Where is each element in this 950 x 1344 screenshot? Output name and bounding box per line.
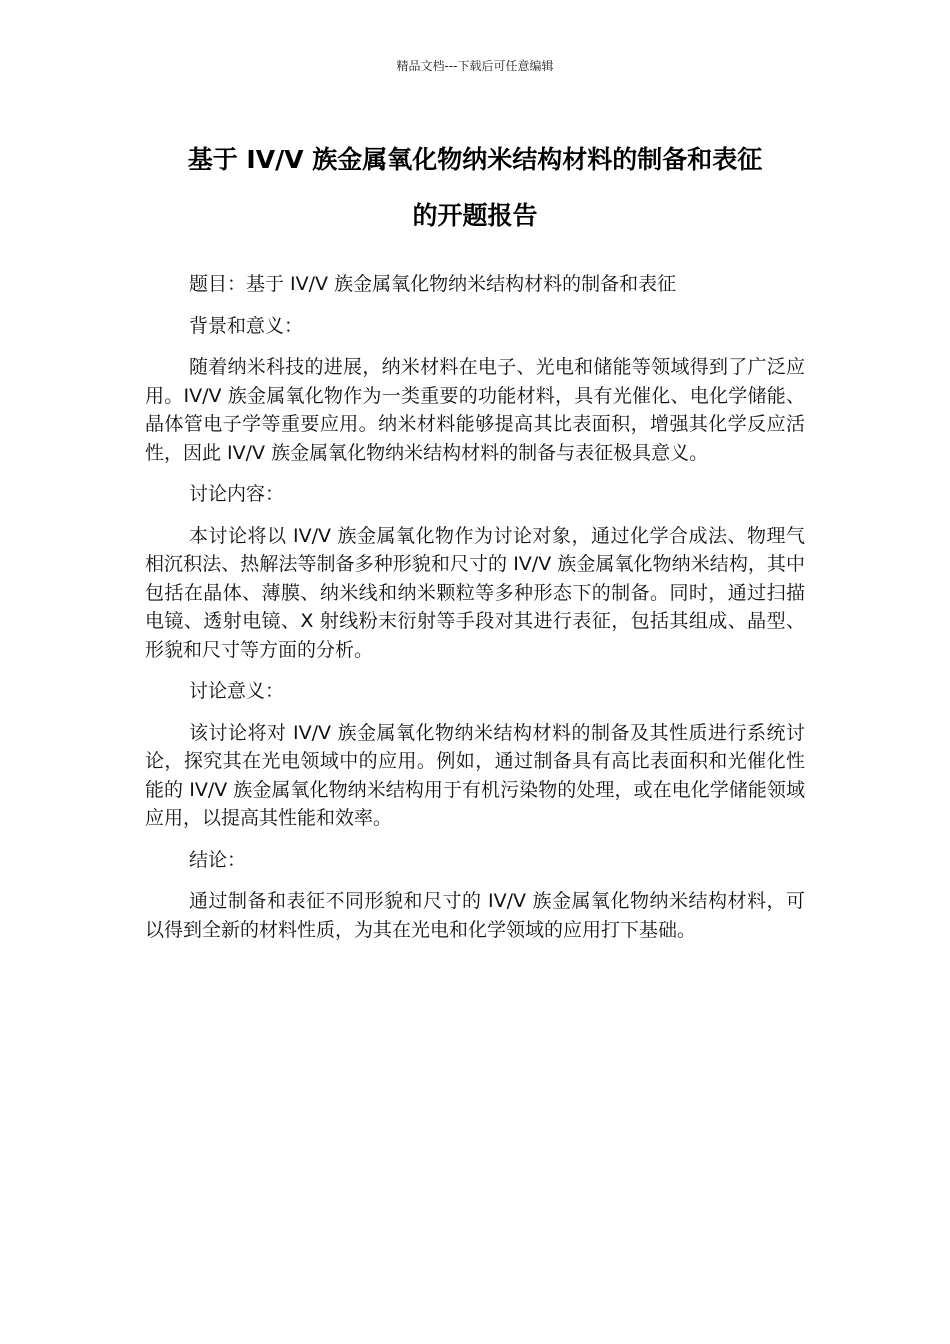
background-paragraph: 随着纳米科技的进展，纳米材料在电子、光电和储能等领域得到了广泛应用。IV/V 族金属氧化物作为一类重要的功能材料，具有光催化、电化学储能、晶体管电子学等重要应用。纳米材料能够提高其比表面积，增强其化学反应活性，因此 IV/V 族金属氧化物纳米结构材料的制备与表征极具意义。: [145, 356, 805, 464]
content-heading: 讨论内容：: [189, 483, 285, 505]
title-line-1: 基于 IV/V 族金属氧化物纳米结构材料的制备和表征: [187, 145, 763, 174]
background-heading: 背景和意义：: [189, 314, 304, 337]
significance-paragraph: 该讨论将对 IV/V 族金属氧化物纳米结构材料的制备及其性质进行系统讨论，探究其在光电领域中的应用。例如，通过制备具有高比表面积和光催化性能的 IV/V 族金属氧化物纳米结构用于有机污染物的处理，或在电化学储能领域应用，以提高其性能和效率。: [145, 721, 805, 829]
title-line-2: 的开题报告: [412, 201, 538, 230]
content-paragraph: 本讨论将以 IV/V 族金属氧化物作为讨论对象，通过化学合成法、物理气相沉积法、热解法等制备多种形貌和尺寸的 IV/V 族金属氧化物纳米结构，其中包括在晶体、薄膜、纳米线和纳米颗粒等多种形态下的制备。同时，通过扫描电镜、透射电镜、X 射线粉末衍射等手段对其进行表征，包括其组成、晶型、形貌和尺寸等方面的分析。: [145, 524, 805, 661]
page-header: 精品文档---下载后可任意编辑: [396, 59, 554, 73]
topic-line: 题目：基于 IV/V 族金属氧化物纳米结构材料的制备和表征: [189, 273, 677, 295]
conclusion-heading: 结论：: [189, 848, 247, 871]
document-body: [145, 270, 805, 957]
document-title: [140, 132, 810, 244]
conclusion-paragraph: 通过制备和表征不同形貌和尺寸的 IV/V 族金属氧化物纳米结构材料，可以得到全新的材料性质，为其在光电和化学领域的应用打下基础。: [145, 890, 805, 941]
significance-heading: 讨论意义：: [189, 680, 285, 702]
